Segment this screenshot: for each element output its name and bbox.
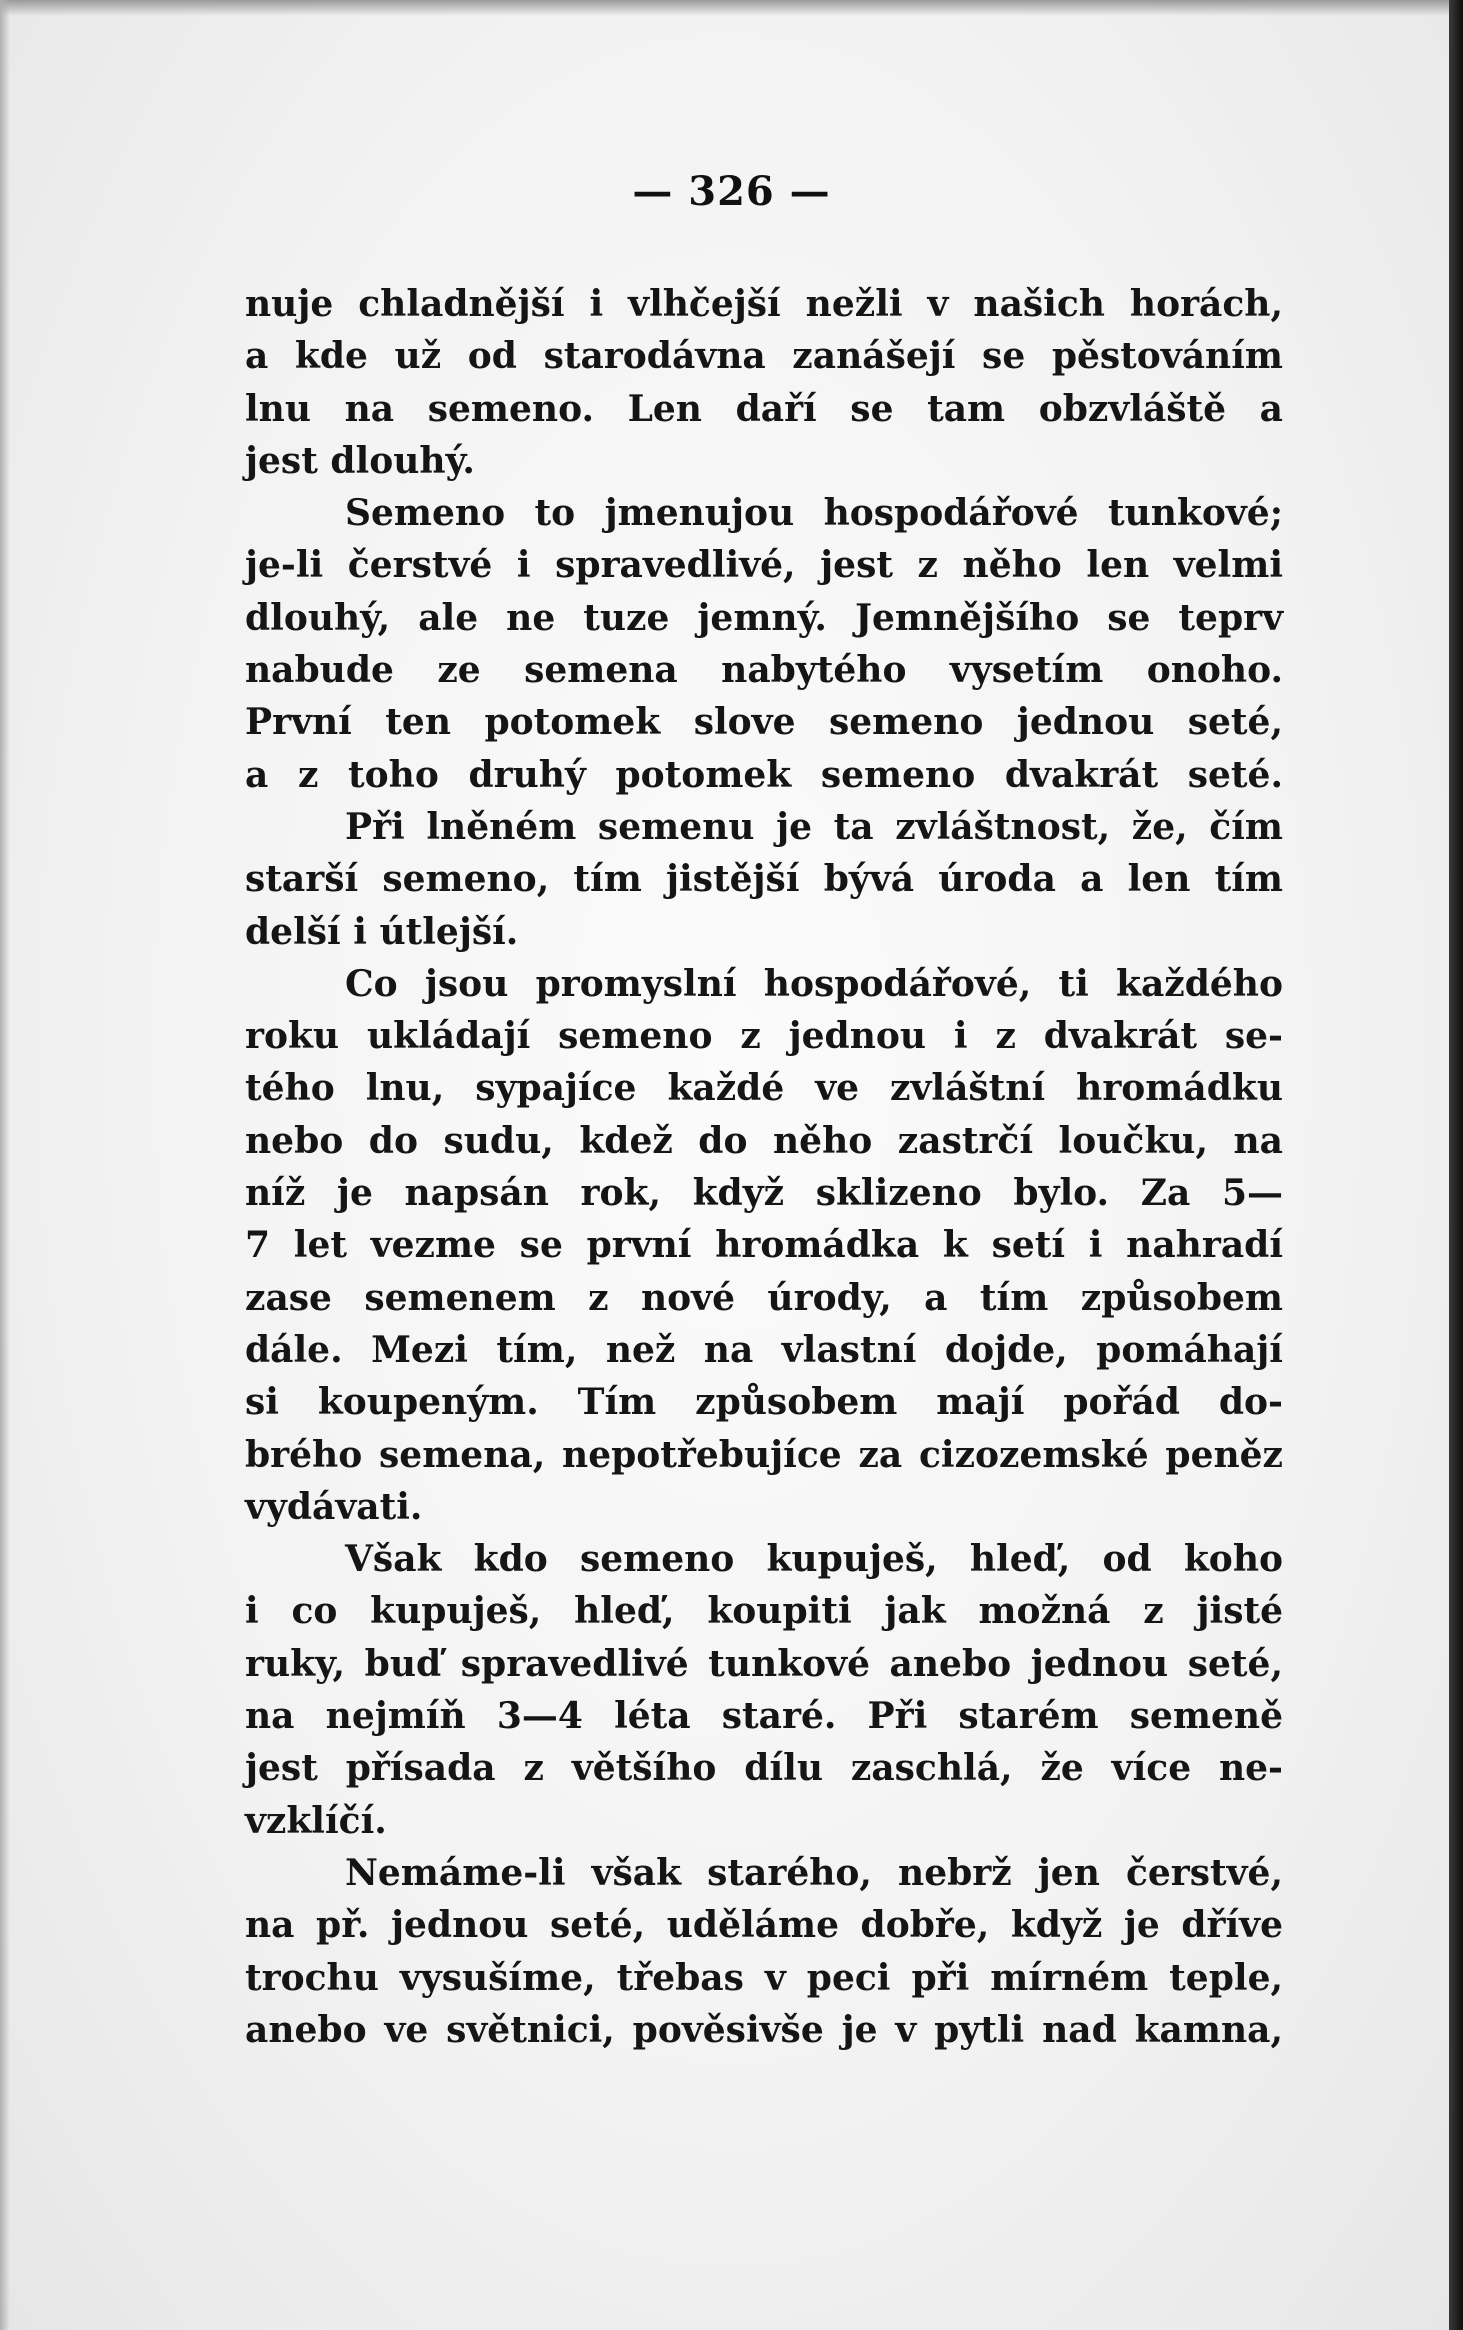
text-line: lnu na semeno. Len daří se tam obzvláště a (245, 387, 1283, 430)
text-line: a z toho druhý potomek semeno dvakrát seté. (245, 753, 1283, 796)
text-line: jest dlouhý. (245, 439, 475, 482)
text-line: První ten potomek slove semeno jednou seté, (245, 701, 1283, 744)
text-line: nebo do sudu, kdež do něho zastrčí loučku, na (245, 1119, 1283, 1162)
paragraph (245, 278, 1283, 487)
text-line: Nemáme-li však starého, nebrž jen čerstvé, (345, 1851, 1283, 1894)
page-right-edge (1449, 0, 1463, 2330)
text-line: tého lnu, sypajíce každé ve zvláštní hromádku (245, 1067, 1283, 1110)
text-line: nuje chladnější i vlhčejší nežli v našich horách, (245, 283, 1283, 325)
text-line: ruky, buď spravedlivé tunkové anebo jednou seté, (245, 1642, 1283, 1685)
text-line: roku ukládají semeno z jednou i z dvakrát se- (245, 1015, 1283, 1058)
text-line: starší semeno, tím jistější bývá úroda a len tím (245, 858, 1283, 901)
text-line: si koupeným. Tím způsobem mají pořád do- (245, 1381, 1283, 1424)
paragraph (245, 801, 1283, 958)
text-line: anebo ve světnici, pověsivše je v pytli nad kamna, (245, 2008, 1283, 2051)
text-line: nabude ze semena nabytého vysetím onoho. (245, 649, 1283, 692)
text-line: níž je napsán rok, když sklizeno bylo. Za 5— (245, 1172, 1283, 1215)
text-line: zase semenem z nové úrody, a tím způsobem (245, 1276, 1283, 1319)
page-top-shadow (0, 0, 1463, 16)
body-text (245, 278, 1283, 2056)
text-line: na př. jednou seté, uděláme dobře, když je dříve (245, 1904, 1283, 1947)
text-line: vydávati. (245, 1485, 423, 1528)
text-line: a kde už od starodávna zanášejí se pěstováním (245, 335, 1283, 378)
text-line: je-li čerstvé i spravedlivé, jest z něho len velmi (245, 544, 1283, 587)
text-line: Co jsou promyslní hospodářové, ti každého (345, 962, 1283, 1005)
text-line: trochu vysušíme, třebas v peci při mírném teple, (245, 1956, 1283, 1999)
paragraph (245, 1847, 1283, 2056)
text-line: vzklíčí. (245, 1799, 387, 1842)
text-line: 7 let vezme se první hromádka k setí i nahradí (245, 1224, 1283, 1267)
text-line: dlouhý, ale ne tuze jemný. Jemnějšího se teprv (245, 596, 1283, 639)
text-line: Semeno to jmenujou hospodářové tunkové; (345, 492, 1283, 535)
text-line: delší i útlejší. (245, 910, 519, 953)
text-line: i co kupuješ, hleď, koupiti jak možná z jisté (245, 1590, 1283, 1633)
page-number-header: — 326 — (632, 168, 831, 215)
page-left-shadow (0, 0, 10, 2330)
text-line: Však kdo semeno kupuješ, hleď, od koho (345, 1538, 1283, 1581)
text-line: Při lněném semenu je ta zvláštnost, že, čím (345, 805, 1283, 848)
paragraph (245, 487, 1283, 801)
paragraph (245, 958, 1283, 1533)
paragraph (245, 1533, 1283, 1847)
text-line: na nejmíň 3—4 léta staré. Při starém semeně (245, 1695, 1283, 1738)
text-line: jest přísada z většího dílu zaschlá, že více ne- (245, 1747, 1283, 1790)
text-line: brého semena, nepotřebujíce za cizozemské peněz (245, 1433, 1283, 1476)
text-line: dále. Mezi tím, než na vlastní dojde, pomáhají (245, 1328, 1283, 1371)
